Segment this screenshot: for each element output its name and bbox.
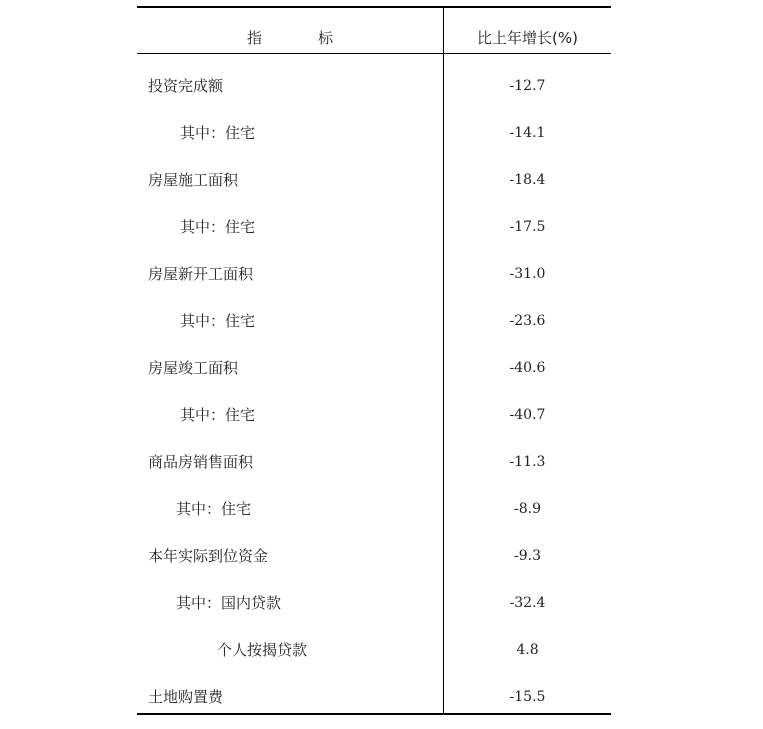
- indicator-header-char-1: 指: [246, 29, 262, 47]
- row-label: 其中：住宅: [180, 124, 256, 142]
- row-value: -23.6: [509, 313, 546, 329]
- row-label: 其中：国内贷款: [176, 594, 282, 612]
- table-row: [137, 251, 611, 298]
- row-label: 其中：住宅: [180, 312, 256, 330]
- indicator-column-header: [137, 6, 443, 54]
- row-label: 土地购置费: [148, 688, 224, 706]
- row-label: 投资完成额: [148, 77, 224, 95]
- table-row: [137, 486, 611, 533]
- row-value: -9.3: [514, 548, 541, 564]
- table-row: [137, 345, 611, 392]
- table-bottom-rule: [137, 713, 611, 715]
- table-row: [137, 204, 611, 251]
- row-value: -18.4: [509, 172, 546, 188]
- table-row: [137, 627, 611, 674]
- row-label: 其中：住宅: [180, 218, 256, 236]
- row-value: -32.4: [509, 595, 546, 611]
- row-value: -40.6: [509, 360, 546, 376]
- table-row: [137, 533, 611, 580]
- row-value: -14.1: [509, 125, 546, 141]
- growth-column-header: 比上年增长(%): [477, 29, 578, 47]
- table-row: [137, 392, 611, 439]
- row-value: -15.5: [509, 689, 546, 705]
- row-label: 房屋施工面积: [148, 171, 239, 189]
- row-value: -11.3: [509, 454, 546, 470]
- row-value: -40.7: [509, 407, 546, 423]
- indicator-header-char-2: 标: [318, 29, 334, 47]
- row-label: 房屋新开工面积: [148, 265, 254, 283]
- row-value: -12.7: [509, 78, 546, 94]
- row-label: 其中：住宅: [180, 406, 256, 424]
- row-value: -17.5: [509, 219, 546, 235]
- row-value: 4.8: [516, 642, 539, 658]
- table-row: [137, 63, 611, 110]
- table-row: [137, 157, 611, 204]
- row-value: -31.0: [509, 266, 546, 282]
- header-rule: [137, 53, 611, 54]
- row-value: -8.9: [514, 501, 541, 517]
- row-label: 房屋竣工面积: [148, 359, 239, 377]
- table-row: [137, 298, 611, 345]
- row-label: 商品房销售面积: [148, 453, 254, 471]
- table-row: [137, 110, 611, 157]
- row-label: 其中：住宅: [176, 500, 252, 518]
- row-label: 个人按揭贷款: [217, 641, 308, 659]
- table-row: [137, 580, 611, 627]
- row-label: 本年实际到位资金: [148, 547, 269, 565]
- table-row: [137, 439, 611, 486]
